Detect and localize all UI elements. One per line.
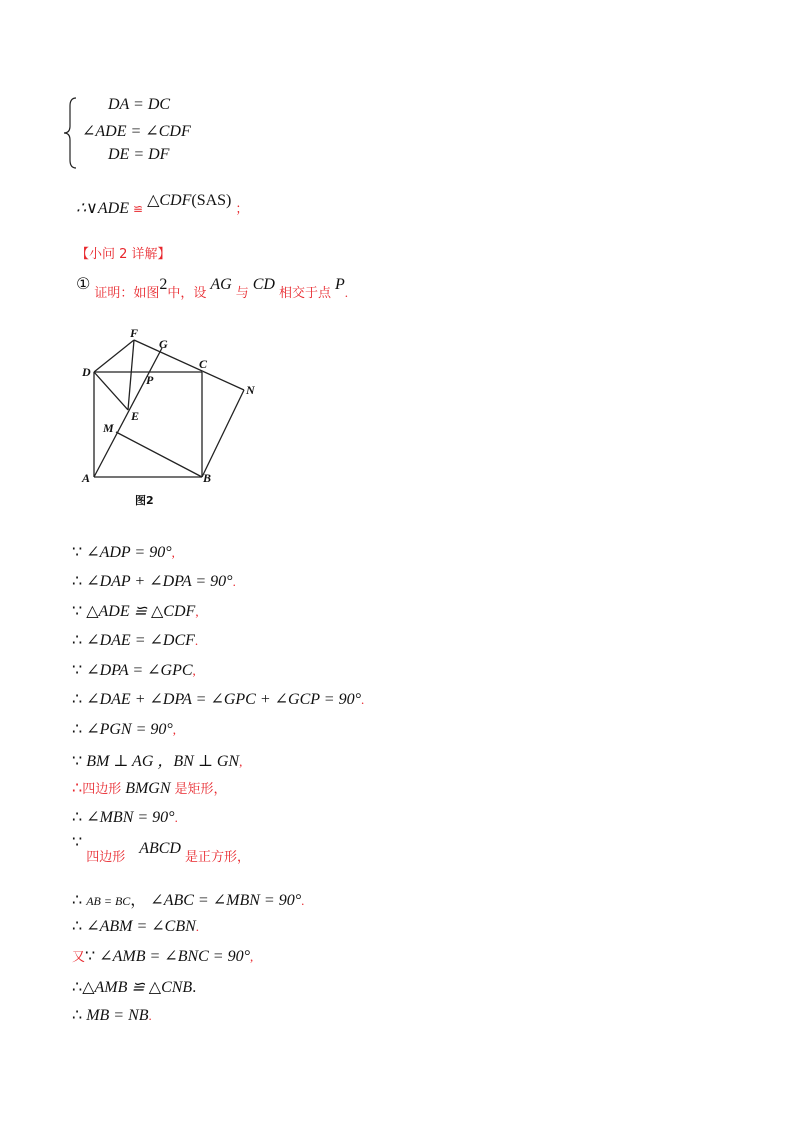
step-tail: , — [192, 663, 196, 678]
step-lead: ∵ — [72, 603, 83, 620]
label-p: P — [146, 373, 154, 387]
label-m: M — [103, 421, 114, 435]
left-brace — [62, 96, 82, 170]
square-line — [72, 834, 250, 865]
step-lead: ∵ — [72, 753, 83, 770]
step-tail: . — [174, 810, 178, 825]
step-6 — [72, 689, 364, 709]
segment-nb — [202, 390, 244, 477]
system-line-1: DA = DC — [108, 96, 171, 113]
step-lead: ∵ — [85, 948, 96, 965]
step-5 — [72, 660, 196, 680]
step-8 — [72, 748, 242, 771]
step-math: ∠DAP + ∠DPA = 90° — [86, 573, 233, 590]
step-lead: ∵ — [72, 662, 83, 679]
also-text: 又 — [72, 950, 86, 965]
fig-number: 2 — [159, 276, 168, 293]
step-lead: ∴ — [72, 809, 83, 826]
step-math: △ADE ≌ △CDF — [86, 603, 196, 620]
step-tail: , — [195, 604, 199, 619]
intro-text-2: 中，设 — [167, 286, 207, 301]
triangle-cdf: △CDF — [147, 192, 192, 209]
segment-de — [94, 372, 128, 410]
step-tail: , — [250, 949, 254, 964]
intro-period: . — [344, 285, 348, 300]
step-lead: ∴ — [72, 780, 83, 797]
step-2 — [72, 571, 236, 591]
step-math: △AMB ≌ △CNB — [82, 979, 193, 996]
step-tail: . — [192, 979, 197, 996]
step-math: ∠AMB = ∠BNC = 90° — [99, 948, 250, 965]
label-b: B — [203, 471, 212, 485]
step-7 — [72, 719, 176, 739]
ab-equals-bc: AB = BC — [86, 894, 131, 908]
step-lead: ∴ — [72, 892, 83, 909]
step-math: ∠PGN = 90° — [86, 721, 173, 738]
step-math: ∠DAE = ∠DCF — [86, 632, 195, 649]
step-math: MB = NB — [86, 1007, 149, 1024]
rectangle-line — [72, 778, 227, 798]
geometry-figure — [78, 322, 278, 522]
step-math: ∠ABM = ∠CBN — [86, 918, 196, 935]
label-a: A — [82, 471, 91, 485]
comma: ， — [130, 892, 147, 909]
semicolon: ； — [235, 201, 249, 216]
intro-text-1: 证明：如图 — [94, 286, 160, 301]
congruence-2-line — [72, 977, 196, 997]
segment-ag — [94, 348, 162, 477]
step-tail: . — [148, 1008, 152, 1023]
section-heading: 【小问 2 详解】 — [76, 247, 171, 262]
step-tail: , — [172, 722, 177, 737]
segment-df — [94, 340, 134, 372]
step-math: BM ⊥ AG ，BN ⊥ GN — [86, 753, 240, 770]
step-3 — [72, 601, 199, 621]
sas-reason: (SAS) — [191, 192, 232, 209]
circled-one: ① — [76, 274, 91, 293]
step-lead: ∴ — [72, 1007, 83, 1024]
mbn-line — [72, 807, 178, 827]
label-c: C — [199, 357, 208, 371]
label-f: F — [130, 326, 139, 340]
label-g: G — [159, 337, 168, 351]
square-text: 是正方形， — [184, 850, 250, 865]
step-tail: . — [194, 633, 199, 648]
step-lead: ∵ — [72, 544, 83, 561]
step-lead: ∴ — [72, 691, 83, 708]
point-p: P — [334, 276, 345, 293]
step-math: ∠MBN = 90° — [86, 809, 175, 826]
figure-caption: 图2 — [135, 494, 154, 507]
step-lead: ∴ — [72, 573, 83, 590]
step-lead: ∵ — [72, 834, 83, 851]
segment-cd: CD — [252, 276, 275, 293]
quad-text: 四边形 — [82, 782, 122, 797]
step-tail: . — [360, 692, 365, 707]
step-tail: , — [239, 754, 243, 769]
congruent-symbol: ≌ — [133, 202, 144, 216]
step-lead: ∴ — [72, 721, 83, 738]
final-line — [72, 1005, 152, 1025]
quad-text: 四边形 — [86, 850, 126, 865]
step-math: ∠ADP = 90° — [86, 544, 172, 561]
quad-name: BMGN — [125, 780, 171, 797]
rect-text: 是矩形， — [174, 782, 227, 797]
step-lead: ∴ — [72, 979, 83, 996]
conclusion-sas — [76, 192, 249, 218]
label-e: E — [131, 409, 140, 423]
conclusion-prefix: ∴∨ADE — [76, 200, 129, 217]
system-line-2: ∠ADE = ∠CDF — [82, 123, 191, 140]
amb-line — [72, 946, 253, 966]
step-math: ∠DPA = ∠GPC — [86, 662, 193, 679]
proof-intro — [76, 274, 348, 301]
system-line-3: DE = DF — [108, 146, 170, 163]
step-math: ∠DAE + ∠DPA = ∠GPC + ∠GCP = 90° — [86, 691, 361, 708]
segment-mb — [116, 432, 202, 477]
step-tail: . — [301, 893, 305, 908]
label-d: D — [82, 365, 91, 379]
intro-text-4: 相交于点 — [278, 286, 331, 301]
segment-fe — [128, 340, 134, 410]
step-tail: . — [232, 574, 236, 589]
step-1 — [72, 542, 175, 562]
abm-line — [72, 916, 199, 936]
step-lead: ∴ — [72, 918, 83, 935]
ab-bc-line — [72, 887, 304, 910]
step-lead: ∴ — [72, 632, 83, 649]
step-4 — [72, 630, 198, 650]
quad-name: ABCD — [139, 840, 181, 857]
step-math: ∠ABC = ∠MBN = 90° — [150, 892, 302, 909]
step-tail: , — [171, 545, 175, 560]
label-n: N — [246, 383, 255, 397]
segment-ag: AG — [210, 276, 232, 293]
step-tail: . — [195, 919, 200, 934]
intro-text-3: 与 — [235, 286, 249, 301]
